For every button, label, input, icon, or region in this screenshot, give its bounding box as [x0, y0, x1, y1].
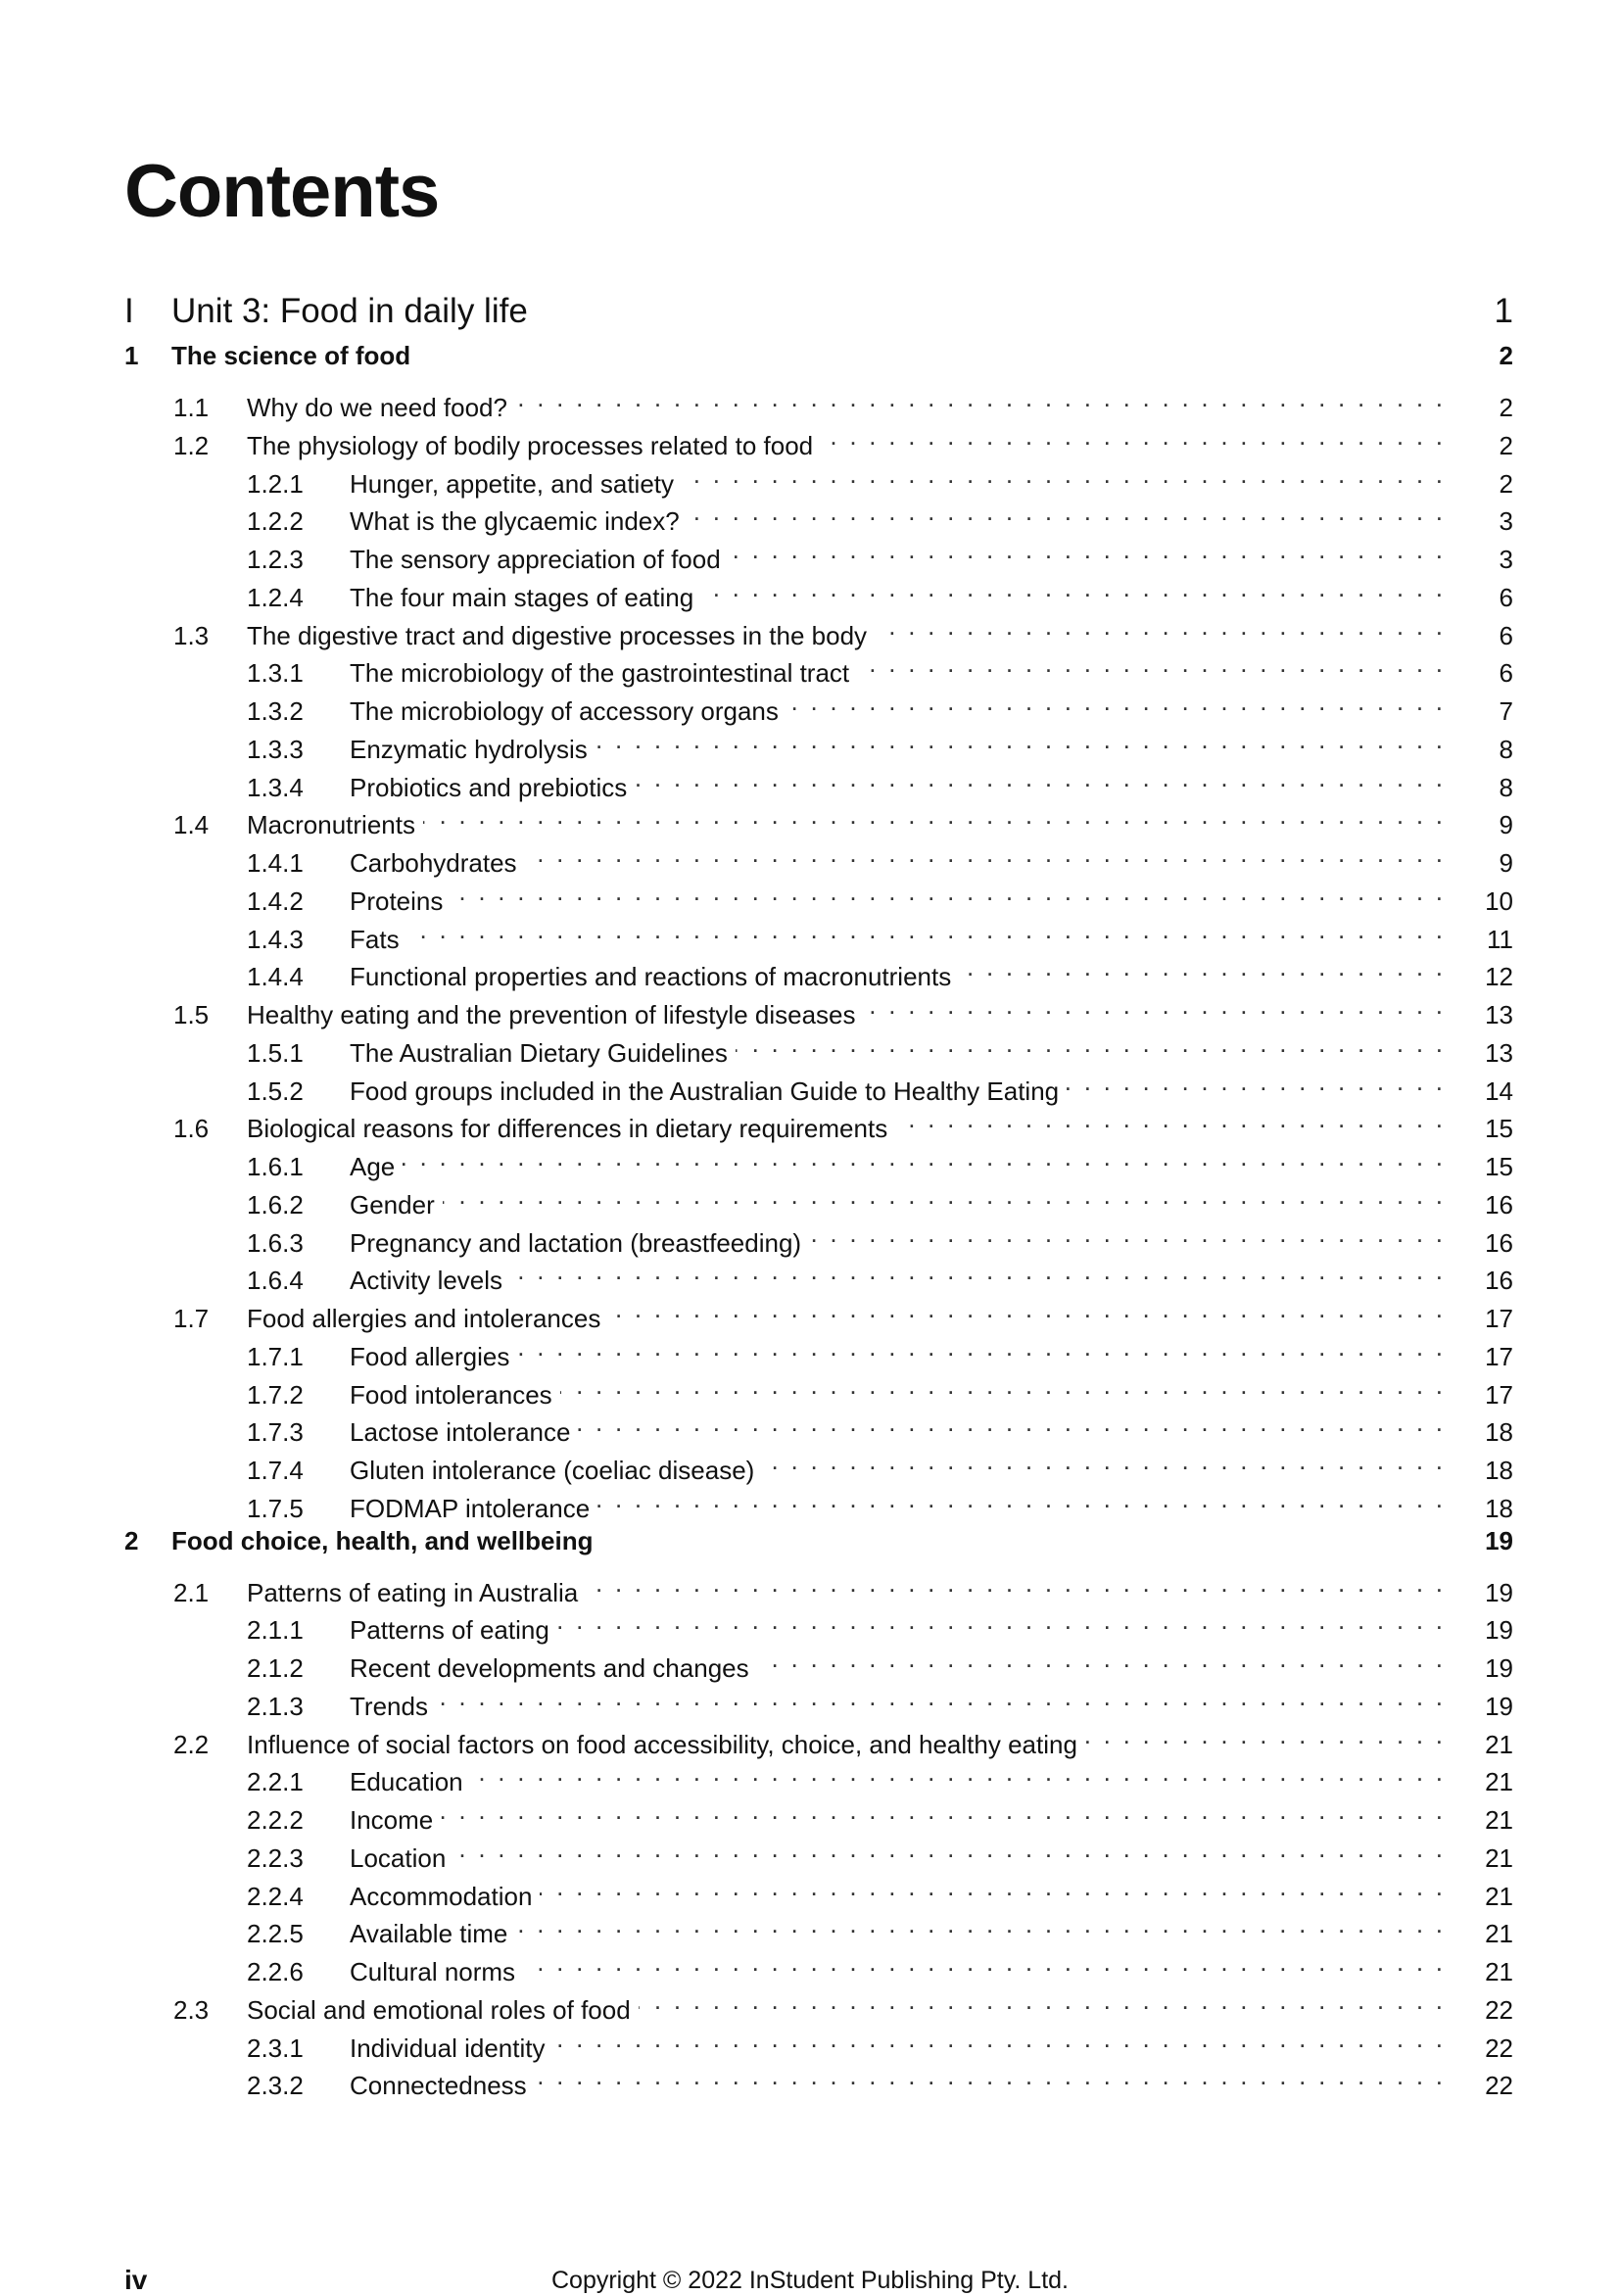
chapter-page: 19 — [1485, 1525, 1513, 1555]
entry-title: Food intolerances — [350, 1379, 552, 1410]
entry-page: 21 — [1485, 1767, 1513, 1797]
entry-number: 1.4.2 — [247, 885, 304, 916]
dot-leader — [729, 531, 1443, 568]
entry-number: 1.2.4 — [247, 582, 304, 612]
entry-number: 1.2.2 — [247, 506, 304, 537]
entry-number: 1.7.1 — [247, 1341, 304, 1371]
entry-title: The physiology of bodily processes related to food — [247, 430, 814, 460]
entry-page: 8 — [1499, 772, 1513, 802]
entry-page: 19 — [1485, 1577, 1513, 1607]
entry-page: 16 — [1485, 1227, 1513, 1258]
entry-number: 1.2 — [173, 430, 210, 460]
dot-leader — [608, 1290, 1443, 1327]
entry-title: Gluten intolerance (coeliac disease) — [350, 1456, 755, 1485]
entry-page: 6 — [1499, 582, 1513, 612]
entry-number: 2.2.5 — [247, 1919, 304, 1949]
dot-leader — [471, 1753, 1443, 1791]
toc-chapters — [124, 341, 1513, 2101]
entry-page: 21 — [1485, 1729, 1513, 1759]
dot-leader — [451, 873, 1443, 910]
entry-title: What is the glycaemic index? — [350, 506, 680, 537]
entry-page: 21 — [1485, 1842, 1513, 1873]
entry-title: Fats — [350, 924, 400, 954]
toc-part[interactable] — [124, 292, 1513, 339]
entry-number: 1.5.2 — [247, 1076, 304, 1106]
dot-leader — [639, 1982, 1443, 2019]
entry-page: 17 — [1485, 1304, 1513, 1333]
entry-title: Pregnancy and lactation (breastfeeding) — [350, 1227, 802, 1258]
entry-title: Social and emotional roles of food — [247, 1994, 631, 2025]
entry-page: 17 — [1485, 1341, 1513, 1371]
entry-title: Food allergies — [350, 1341, 510, 1371]
entry-title: The microbiology of accessory organs — [350, 696, 779, 726]
entry-number: 1.3.3 — [247, 734, 304, 764]
entry-title: Activity levels — [350, 1266, 503, 1296]
entry-title: Patterns of eating — [350, 1615, 549, 1646]
dot-leader — [423, 796, 1443, 834]
entry-title: Food allergies and intolerances — [247, 1304, 601, 1333]
entry-number: 2.3.1 — [247, 2033, 304, 2063]
dot-leader — [1085, 1716, 1443, 1753]
entry-title: Influence of social factors on food accessibility, choice, and healthy eating — [247, 1729, 1077, 1759]
entry-number: 1.4.4 — [247, 962, 304, 992]
entry-page: 3 — [1499, 506, 1513, 537]
entry-number: 1.5.1 — [247, 1037, 304, 1068]
entry-page: 21 — [1485, 1957, 1513, 1986]
chapter-title: The science of food — [171, 341, 411, 370]
entry-page: 2 — [1499, 393, 1513, 422]
entry-number: 1.7.2 — [247, 1379, 304, 1410]
table-of-contents — [124, 292, 1513, 2101]
entry-number: 1.4.3 — [247, 924, 304, 954]
dot-leader — [453, 1830, 1443, 1867]
entry-page: 22 — [1485, 2071, 1513, 2101]
dot-leader — [436, 1678, 1443, 1715]
entry-number: 2.2 — [173, 1729, 210, 1759]
entry-title: Enzymatic hydrolysis — [350, 734, 588, 764]
entry-title: Individual identity — [350, 2033, 546, 2063]
dot-leader — [441, 1792, 1443, 1829]
entry-page: 16 — [1485, 1189, 1513, 1220]
dot-leader — [736, 1025, 1443, 1062]
entry-page: 16 — [1485, 1266, 1513, 1296]
entry-number: 1.2.3 — [247, 545, 304, 574]
entry-title: Probiotics and prebiotics — [350, 772, 628, 802]
entry-title: Functional properties and reactions of macronutrients — [350, 962, 952, 992]
toc-section[interactable] — [124, 379, 1513, 422]
dot-leader — [525, 835, 1443, 872]
dot-leader — [510, 1252, 1443, 1289]
entry-number: 2.1.1 — [247, 1615, 304, 1646]
entry-title: The digestive tract and digestive processes in the body — [247, 620, 868, 650]
chapter-number: 1 — [124, 341, 139, 370]
dot-leader — [864, 986, 1444, 1024]
entry-title: FODMAP intolerance — [350, 1493, 591, 1523]
entry-number: 1.7 — [173, 1304, 210, 1333]
dot-leader — [403, 1138, 1443, 1175]
part-title: Unit 3: Food in daily life — [171, 292, 528, 330]
dot-leader — [757, 1640, 1443, 1677]
entry-page: 18 — [1485, 1493, 1513, 1523]
dot-leader — [809, 1215, 1443, 1252]
entry-title: Trends — [350, 1691, 428, 1721]
entry-number: 1.6 — [173, 1114, 210, 1144]
entry-number: 1.6.2 — [247, 1189, 304, 1220]
dot-leader — [515, 1905, 1443, 1942]
dot-leader — [515, 379, 1443, 416]
dot-leader — [535, 2057, 1443, 2094]
entry-number: 1.6.1 — [247, 1152, 304, 1181]
dot-leader — [557, 1602, 1443, 1639]
entry-page: 2 — [1499, 430, 1513, 460]
dot-leader — [682, 455, 1443, 493]
entry-title: The Australian Dietary Guidelines — [350, 1037, 728, 1068]
entry-page: 7 — [1499, 696, 1513, 726]
entry-title: Hunger, appetite, and satiety — [350, 468, 675, 499]
entry-number: 1.5 — [173, 1000, 210, 1029]
entry-page: 6 — [1499, 658, 1513, 689]
entry-title: Location — [350, 1842, 447, 1873]
entry-title: Accommodation — [350, 1881, 533, 1911]
entry-title: Lactose intolerance — [350, 1417, 571, 1448]
entry-number: 1.7.3 — [247, 1417, 304, 1448]
entry-page: 15 — [1485, 1152, 1513, 1181]
entry-number: 1.6.3 — [247, 1227, 304, 1258]
entry-title: Age — [350, 1152, 396, 1181]
entry-page: 17 — [1485, 1379, 1513, 1410]
entry-number: 2.1 — [173, 1577, 210, 1607]
footer-copyright: Copyright © 2022 InStudent Publishing Pty. Ltd. — [550, 2267, 1069, 2294]
entry-title: The four main stages of eating — [350, 582, 694, 612]
entry-title: Why do we need food? — [247, 393, 507, 422]
chapter-title: Food choice, health, and wellbeing — [171, 1525, 594, 1555]
entry-number: 1.2.1 — [247, 468, 304, 499]
entry-page: 22 — [1485, 2033, 1513, 2063]
dot-leader — [596, 721, 1443, 758]
chapter-number: 2 — [124, 1525, 139, 1555]
entry-page: 18 — [1485, 1417, 1513, 1448]
dot-leader — [1067, 1063, 1443, 1100]
entry-page: 9 — [1499, 848, 1513, 878]
dot-leader — [875, 607, 1443, 645]
entry-number: 1.1 — [173, 393, 210, 422]
entry-number: 2.1.3 — [247, 1691, 304, 1721]
entry-page: 11 — [1487, 924, 1513, 954]
dot-leader — [821, 417, 1443, 454]
entry-page: 2 — [1499, 468, 1513, 499]
entry-page: 21 — [1485, 1881, 1513, 1911]
dot-leader — [701, 569, 1443, 606]
toc-section[interactable] — [124, 1564, 1513, 1607]
dot-leader — [895, 1100, 1443, 1137]
entry-page: 19 — [1485, 1691, 1513, 1721]
entry-number: 1.4 — [173, 810, 210, 840]
entry-number: 2.3.2 — [247, 2071, 304, 2101]
toc-chapter[interactable] — [124, 1526, 1513, 1564]
entry-title: Gender — [350, 1189, 435, 1220]
entry-number: 1.6.4 — [247, 1266, 304, 1296]
entry-number: 1.7.4 — [247, 1456, 304, 1485]
dot-leader — [959, 948, 1443, 985]
dot-leader — [762, 1442, 1443, 1479]
entry-title: Available time — [350, 1919, 508, 1949]
entry-page: 21 — [1485, 1805, 1513, 1835]
footer-page-number: iv — [124, 2265, 148, 2295]
entry-title: Proteins — [350, 885, 444, 916]
part-number: I — [124, 292, 134, 330]
dot-leader — [560, 1366, 1443, 1404]
entry-number: 2.1.2 — [247, 1653, 304, 1683]
entry-number: 2.2.1 — [247, 1767, 304, 1797]
entry-number: 2.2.6 — [247, 1957, 304, 1986]
part-page: 1 — [1494, 292, 1513, 330]
entry-page: 13 — [1485, 1000, 1513, 1029]
toc-chapter[interactable] — [124, 341, 1513, 379]
entry-page: 19 — [1485, 1615, 1513, 1646]
dot-leader — [578, 1404, 1443, 1441]
dot-leader — [407, 911, 1443, 948]
entry-page: 22 — [1485, 1994, 1513, 2025]
entry-title: The sensory appreciation of food — [350, 545, 721, 574]
entry-page: 12 — [1485, 962, 1513, 992]
entry-number: 2.3 — [173, 1994, 210, 2025]
entry-title: Food groups included in the Australian Guide to Healthy Eating — [350, 1076, 1060, 1106]
dot-leader — [523, 1943, 1443, 1981]
entry-page: 14 — [1485, 1076, 1513, 1106]
dot-leader — [540, 1868, 1443, 1905]
dot-leader — [552, 2020, 1443, 2057]
entry-number: 1.3.4 — [247, 772, 304, 802]
dot-leader — [688, 493, 1443, 530]
entry-page: 18 — [1485, 1456, 1513, 1485]
entry-title: Biological reasons for differences in dietary requirements — [247, 1114, 888, 1144]
entry-page: 10 — [1485, 885, 1513, 916]
entry-page: 6 — [1499, 620, 1513, 650]
dot-leader — [517, 1328, 1443, 1365]
entry-title: Connectedness — [350, 2071, 527, 2101]
dot-leader — [786, 683, 1443, 720]
dot-leader — [443, 1176, 1443, 1214]
entry-page: 19 — [1485, 1653, 1513, 1683]
entry-title: Income — [350, 1805, 434, 1835]
entry-title: Education — [350, 1767, 463, 1797]
page-title: Contents — [124, 150, 440, 233]
entry-page: 13 — [1485, 1037, 1513, 1068]
entry-number: 1.3.2 — [247, 696, 304, 726]
entry-title: Recent developments and changes — [350, 1653, 749, 1683]
entry-page: 9 — [1499, 810, 1513, 840]
entry-title: Macronutrients — [247, 810, 415, 840]
entry-title: The microbiology of the gastrointestinal tract — [350, 658, 850, 689]
entry-number: 2.2.3 — [247, 1842, 304, 1873]
entry-page: 15 — [1485, 1114, 1513, 1144]
entry-title: Patterns of eating in Australia — [247, 1577, 579, 1607]
entry-title: Carbohydrates — [350, 848, 517, 878]
entry-number: 1.3.1 — [247, 658, 304, 689]
dot-leader — [586, 1564, 1443, 1602]
entry-page: 8 — [1499, 734, 1513, 764]
chapter-page: 2 — [1499, 341, 1513, 370]
dot-leader — [597, 1480, 1443, 1517]
dot-leader — [857, 645, 1443, 682]
entry-title: Healthy eating and the prevention of lifestyle diseases — [247, 1000, 856, 1029]
entry-page: 3 — [1499, 545, 1513, 574]
entry-title: Cultural norms — [350, 1957, 516, 1986]
entry-number: 1.4.1 — [247, 848, 304, 878]
entry-number: 1.7.5 — [247, 1493, 304, 1523]
entry-page: 21 — [1485, 1919, 1513, 1949]
entry-number: 2.2.2 — [247, 1805, 304, 1835]
entry-number: 1.3 — [173, 620, 210, 650]
entry-number: 2.2.4 — [247, 1881, 304, 1911]
dot-leader — [635, 759, 1443, 796]
